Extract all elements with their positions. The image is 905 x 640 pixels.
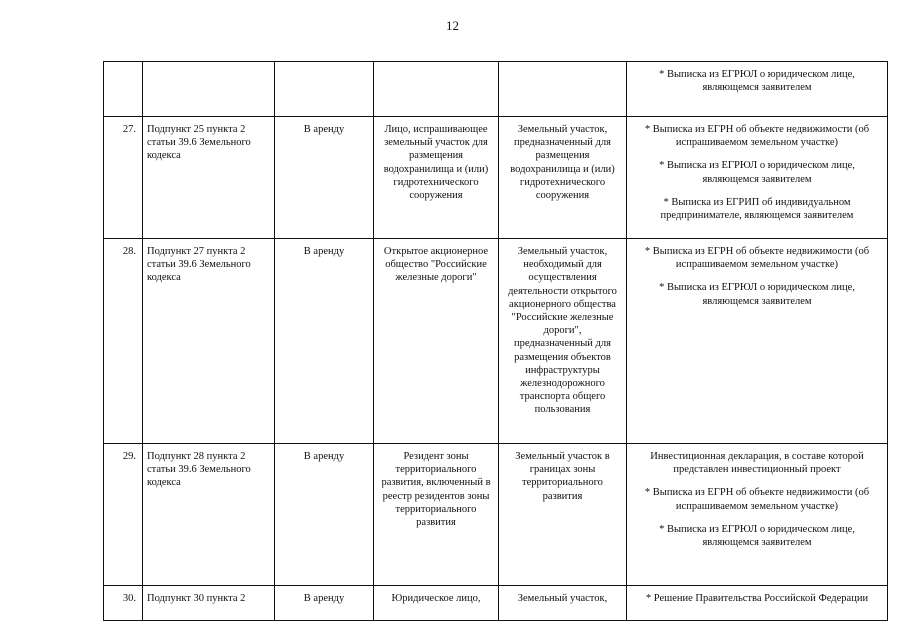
land-plot: Земельный участок в границах зоны территориального развития xyxy=(499,444,627,586)
provision-type: В аренду xyxy=(275,444,374,586)
legal-basis: Подпункт 25 пункта 2 статьи 39.6 Земельного кодекса xyxy=(143,117,275,239)
document-item: * Выписка из ЕГРИП об индивидуальном предпринимателе, являющемся заявителем xyxy=(660,196,854,222)
provision-type: В аренду xyxy=(275,586,374,621)
land-documents-table xyxy=(103,61,888,621)
row-number: 27. xyxy=(104,117,143,239)
land-plot: Земельный участок, необходимый для осуществления деятельности открытого акционерного общества "Российские железные дороги", предназначенный для размещения объектов инфраструктуры железнодорожного транспорта общего пользования xyxy=(499,239,627,444)
provision-type: В аренду xyxy=(275,239,374,444)
applicant: Лицо, испрашивающее земельный участок для размещения водохранилища и (или) гидротехнического сооружения xyxy=(374,117,499,239)
document-item: * Выписка из ЕГРН об объекте недвижимости (об испрашиваемом земельном участке) xyxy=(644,487,870,512)
document-item: * Решение Правительства Российской Федерации xyxy=(645,593,869,604)
legal-basis: Подпункт 27 пункта 2 статьи 39.6 Земельного кодекса xyxy=(143,239,275,444)
required-documents xyxy=(627,444,888,586)
provision-type xyxy=(275,62,374,117)
row-number: 30. xyxy=(104,586,143,621)
required-documents xyxy=(627,586,888,621)
document-item: * Выписка из ЕГРЮЛ о юридическом лице, являющемся заявителем xyxy=(659,523,855,549)
table-row xyxy=(104,62,888,117)
applicant: Юридическое лицо, xyxy=(374,586,499,621)
applicant: Резидент зоны территориального развития, включенный в реестр резидентов зоны территориального развития xyxy=(374,444,499,586)
legal-basis: Подпункт 30 пункта 2 xyxy=(143,586,275,621)
legal-basis: Подпункт 28 пункта 2 статьи 39.6 Земельного кодекса xyxy=(143,444,275,586)
document-item: * Выписка из ЕГРН об объекте недвижимости (об испрашиваемом земельном участке) xyxy=(644,246,870,271)
document-item: * Выписка из ЕГРН об объекте недвижимости (об испрашиваемом земельном участке) xyxy=(644,124,870,149)
applicant: Открытое акционерное общество "Российские железные дороги" xyxy=(374,239,499,444)
row-number xyxy=(104,62,143,117)
required-documents xyxy=(627,62,888,117)
required-documents xyxy=(627,239,888,444)
document-item: * Выписка из ЕГРЮЛ о юридическом лице, являющемся заявителем xyxy=(659,282,855,307)
row-number: 29. xyxy=(104,444,143,586)
document-item: * Выписка из ЕГРЮЛ о юридическом лице, являющемся заявителем xyxy=(659,69,855,94)
land-plot: Земельный участок, предназначенный для размещения водохранилища и (или) гидротехнического сооружения xyxy=(499,117,627,239)
table-row xyxy=(104,239,888,444)
land-plot xyxy=(499,62,627,117)
legal-basis xyxy=(143,62,275,117)
table-row xyxy=(104,586,888,621)
page-number: 12 xyxy=(446,18,459,33)
land-plot: Земельный участок, xyxy=(499,586,627,621)
table-row xyxy=(104,117,888,239)
document-item: Инвестиционная декларация, в составе которой представлен инвестиционный проект xyxy=(650,451,864,476)
required-documents xyxy=(627,117,888,239)
provision-type: В аренду xyxy=(275,117,374,239)
table-row xyxy=(104,444,888,586)
document-item: * Выписка из ЕГРЮЛ о юридическом лице, являющемся заявителем xyxy=(659,160,855,185)
row-number: 28. xyxy=(104,239,143,444)
applicant xyxy=(374,62,499,117)
